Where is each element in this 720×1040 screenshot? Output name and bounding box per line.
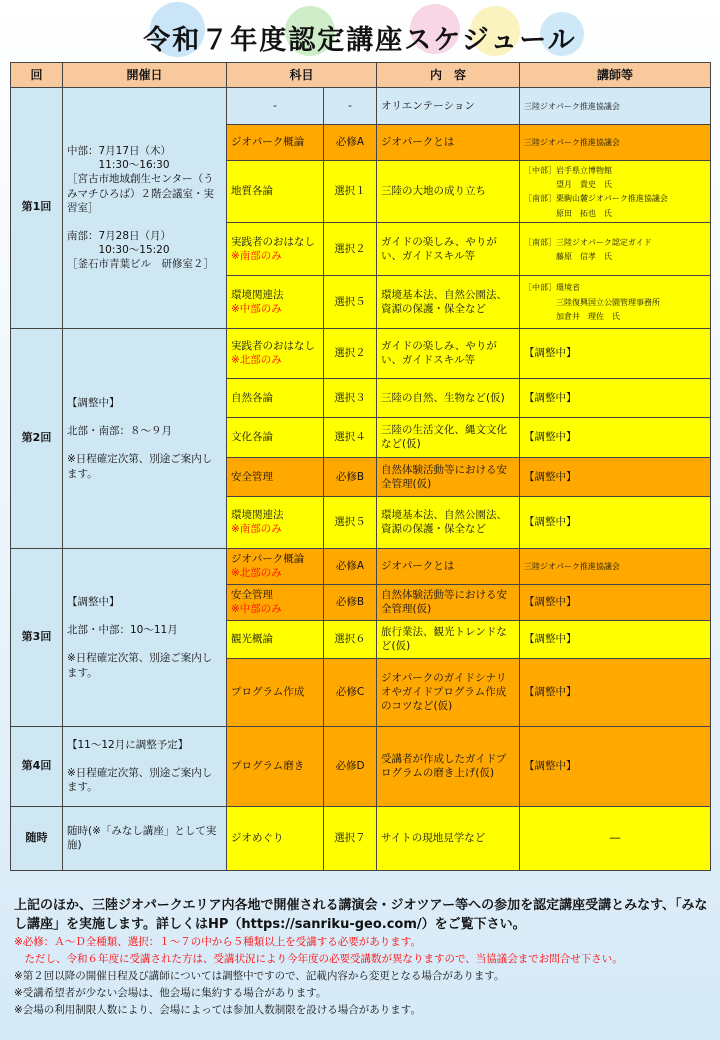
notes-section <box>14 896 714 1019</box>
lecturer-text: ［中部］環境省 三陸復興国立公園管理事務所 加倉井 理佐 氏 <box>524 283 661 321</box>
lecturer-cell <box>520 417 711 457</box>
table-header-row <box>11 63 711 88</box>
subject-name: ジオパーク概論 <box>231 553 305 566</box>
table-row <box>11 548 711 584</box>
lecturer-cell <box>520 275 711 328</box>
lecturer-text: ［中部］岩手県立博物館 望月 貴史 氏 ［南部］栗駒山麓ジオパーク推進協議会 原田 拓也 氏 <box>524 166 668 218</box>
subject-note: ※南部のみ <box>231 523 282 536</box>
type-cell: 選択７ <box>324 806 377 870</box>
lecturer-text: 【調整中】 <box>524 633 577 646</box>
type-cell: 必修A <box>324 125 377 161</box>
content-cell: 受講者が作成したガイドプログラムの磨き上げ(仮) <box>377 726 520 806</box>
type-cell: 選択２ <box>324 328 377 378</box>
header-subject: 科目 <box>227 63 377 88</box>
lecturer-text: 【調整中】 <box>524 596 577 609</box>
subject-cell <box>227 726 324 806</box>
subject-note: ※中部のみ <box>231 603 282 616</box>
lecturer-text: 三陸ジオパーク推進協議会 <box>524 562 620 572</box>
subject-cell <box>227 584 324 620</box>
subject-note: ※南部のみ <box>231 249 282 262</box>
lecturer-text: 三陸ジオパーク推進協議会 <box>524 101 620 111</box>
lecturer-cell <box>520 125 711 161</box>
subject-cell <box>227 417 324 457</box>
type-cell: 選択５ <box>324 275 377 328</box>
subject-name: 環境関連法 <box>231 288 284 301</box>
subject-cell <box>227 658 324 726</box>
subject-cell <box>227 620 324 658</box>
subject-cell <box>227 125 324 161</box>
subject-name: - <box>273 99 277 112</box>
capacity-note: ※会場の利用制限人数により、会場によっては参加人数制限を設ける場合があります。 <box>14 1004 421 1016</box>
subject-name: 実践者のおはなし <box>231 235 315 248</box>
lecturer-cell <box>520 328 711 378</box>
content-cell: 三陸の自然、生物など(仮) <box>377 378 520 417</box>
subject-name: ジオパーク概論 <box>231 136 305 149</box>
lecturer-cell <box>520 457 711 496</box>
lecturer-cell <box>520 726 711 806</box>
lecturer-cell <box>520 658 711 726</box>
lecturer-cell <box>520 620 711 658</box>
header-content: 内 容 <box>377 63 520 88</box>
round-label: 第1回 <box>11 88 63 329</box>
header-date: 開催日 <box>63 63 227 88</box>
table-row <box>11 88 711 125</box>
round-label: 第3回 <box>11 548 63 726</box>
subject-cell <box>227 496 324 548</box>
table-row <box>11 328 711 378</box>
content-cell: ジオパークとは <box>377 125 520 161</box>
subject-name: プログラム磨き <box>231 760 305 773</box>
subject-cell <box>227 222 324 275</box>
content-cell: ガイドの楽しみ、やりがい、ガイドスキル等 <box>377 222 520 275</box>
type-cell: 選択６ <box>324 620 377 658</box>
subject-name: ジオめぐり <box>231 832 284 845</box>
lecturer-cell <box>520 222 711 275</box>
type-cell: - <box>324 88 377 125</box>
subject-cell <box>227 161 324 223</box>
lecturer-cell <box>520 378 711 417</box>
content-cell: ガイドの楽しみ、やりがい、ガイドスキル等 <box>377 328 520 378</box>
round-date: 【調整中】 北部・南部：８～９月 ※日程確定次第、別途ご案内します。 <box>63 328 227 548</box>
content-cell: 旅行業法、観光トレンドなど(仮) <box>377 620 520 658</box>
subject-name: 地質各論 <box>231 185 273 198</box>
lecturer-text: 【調整中】 <box>524 516 577 529</box>
subject-cell <box>227 378 324 417</box>
round-label: 第2回 <box>11 328 63 548</box>
type-cell: 必修A <box>324 548 377 584</box>
type-cell: 必修C <box>324 658 377 726</box>
lecturer-text: 【調整中】 <box>524 760 577 773</box>
round-date: 中部：7月17日（木） 11:30～16:30 ［宮古市地域創生センター（うみマチひろば）２階会議室・実習室］ 南部：7月28日（月） 10:30～15:20 ［釜石市青葉ビル 研修室２］ <box>63 88 227 329</box>
lecturer-cell <box>520 806 711 870</box>
lecturer-text: 【調整中】 <box>524 431 577 444</box>
lecturer-cell <box>520 88 711 125</box>
lecturer-cell <box>520 496 711 548</box>
lecturer-cell <box>520 161 711 223</box>
round-date: 随時(※「みなし講座」として実施) <box>63 806 227 870</box>
subject-cell <box>227 457 324 496</box>
lecturer-text: 三陸ジオパーク推進協議会 <box>524 138 620 148</box>
type-cell: 必修B <box>324 584 377 620</box>
content-cell: ジオパークのガイドシナリオやガイドプログラム作成のコツなど(仮) <box>377 658 520 726</box>
subject-cell <box>227 548 324 584</box>
header-round: 回 <box>11 63 63 88</box>
schedule-table <box>10 62 711 871</box>
subject-name: 安全管理 <box>231 470 273 483</box>
subject-cell <box>227 275 324 328</box>
subject-name: 安全管理 <box>231 589 273 602</box>
content-cell: ジオパークとは <box>377 548 520 584</box>
content-cell: オリエンテーション <box>377 88 520 125</box>
round-date: 【11～12月に調整予定】 ※日程確定次第、別途ご案内します。 <box>63 726 227 806</box>
subject-cell <box>227 88 324 125</box>
minashi-lead-text: 上記のほか、三陸ジオパークエリア内各地で開催される講演会・ジオツアー等への参加を認定講座受講とみなす、「みなし講座」を実施します。詳しくはHP（https://sanriku-geo.com/）をご覧下さい。 <box>14 898 708 932</box>
lecturer-text: 【調整中】 <box>524 391 577 404</box>
table-row <box>11 806 711 870</box>
schedule-change-note: ※第２回以降の開催日程及び講師については調整中ですので、記載内容から変更となる場合があります。 <box>14 970 505 982</box>
type-cell: 必修D <box>324 726 377 806</box>
subject-name: 文化各論 <box>231 431 273 444</box>
subject-name: プログラム作成 <box>231 686 305 699</box>
subject-name: 観光概論 <box>231 633 273 646</box>
subject-name: 自然各論 <box>231 391 273 404</box>
lecturer-text: 【調整中】 <box>524 686 577 699</box>
type-cell: 選択１ <box>324 161 377 223</box>
content-cell: 自然体験活動等における安全管理(仮) <box>377 584 520 620</box>
content-cell: サイトの現地見学など <box>377 806 520 870</box>
type-cell: 選択３ <box>324 378 377 417</box>
previous-year-note: ただし、令和６年度に受講された方は、受講状況により今年度の必要受講数が異なりますので、当協議会までお問合せ下さい。 <box>14 953 623 965</box>
lecturer-cell <box>520 548 711 584</box>
type-cell: 選択５ <box>324 496 377 548</box>
content-cell: 環境基本法、自然公園法、資源の保護・保全など <box>377 496 520 548</box>
subject-name: 実践者のおはなし <box>231 340 315 353</box>
round-label: 随時 <box>11 806 63 870</box>
type-cell: 選択４ <box>324 417 377 457</box>
venue-merge-note: ※受講希望者が少ない会場は、他会場に集約する場合があります。 <box>14 987 327 999</box>
page-title: 令和７年度認定講座スケジュール <box>143 25 577 56</box>
content-cell: 環境基本法、自然公園法、資源の保護・保全など <box>377 275 520 328</box>
required-note: ※必修：Ａ～Ｄ全種類、選択：１～７の中から５種類以上を受講する必要があります。 <box>14 936 421 948</box>
content-cell: 自然体験活動等における安全管理(仮) <box>377 457 520 496</box>
lecturer-text: ［南部］三陸ジオパーク認定ガイド 藤原 信孝 氏 <box>524 237 652 261</box>
round-label: 第4回 <box>11 726 63 806</box>
lecturer-text: 【調整中】 <box>524 470 577 483</box>
content-cell: 三陸の生活文化、縄文文化など(仮) <box>377 417 520 457</box>
lecturer-text: 【調整中】 <box>524 347 577 360</box>
type-cell: 必修B <box>324 457 377 496</box>
subject-note: ※北部のみ <box>231 354 282 367</box>
type-cell: 選択２ <box>324 222 377 275</box>
content-cell: 三陸の大地の成り立ち <box>377 161 520 223</box>
round-date: 【調整中】 北部・中部：10～11月 ※日程確定次第、別途ご案内します。 <box>63 548 227 726</box>
table-row <box>11 726 711 806</box>
subject-name: 環境関連法 <box>231 509 284 522</box>
subject-note: ※北部のみ <box>231 567 282 580</box>
lecturer-cell <box>520 584 711 620</box>
subject-note: ※中部のみ <box>231 302 282 315</box>
subject-cell <box>227 328 324 378</box>
lecturer-text: ― <box>609 832 621 845</box>
header-lecturer: 講師等 <box>520 63 711 88</box>
subject-cell <box>227 806 324 870</box>
